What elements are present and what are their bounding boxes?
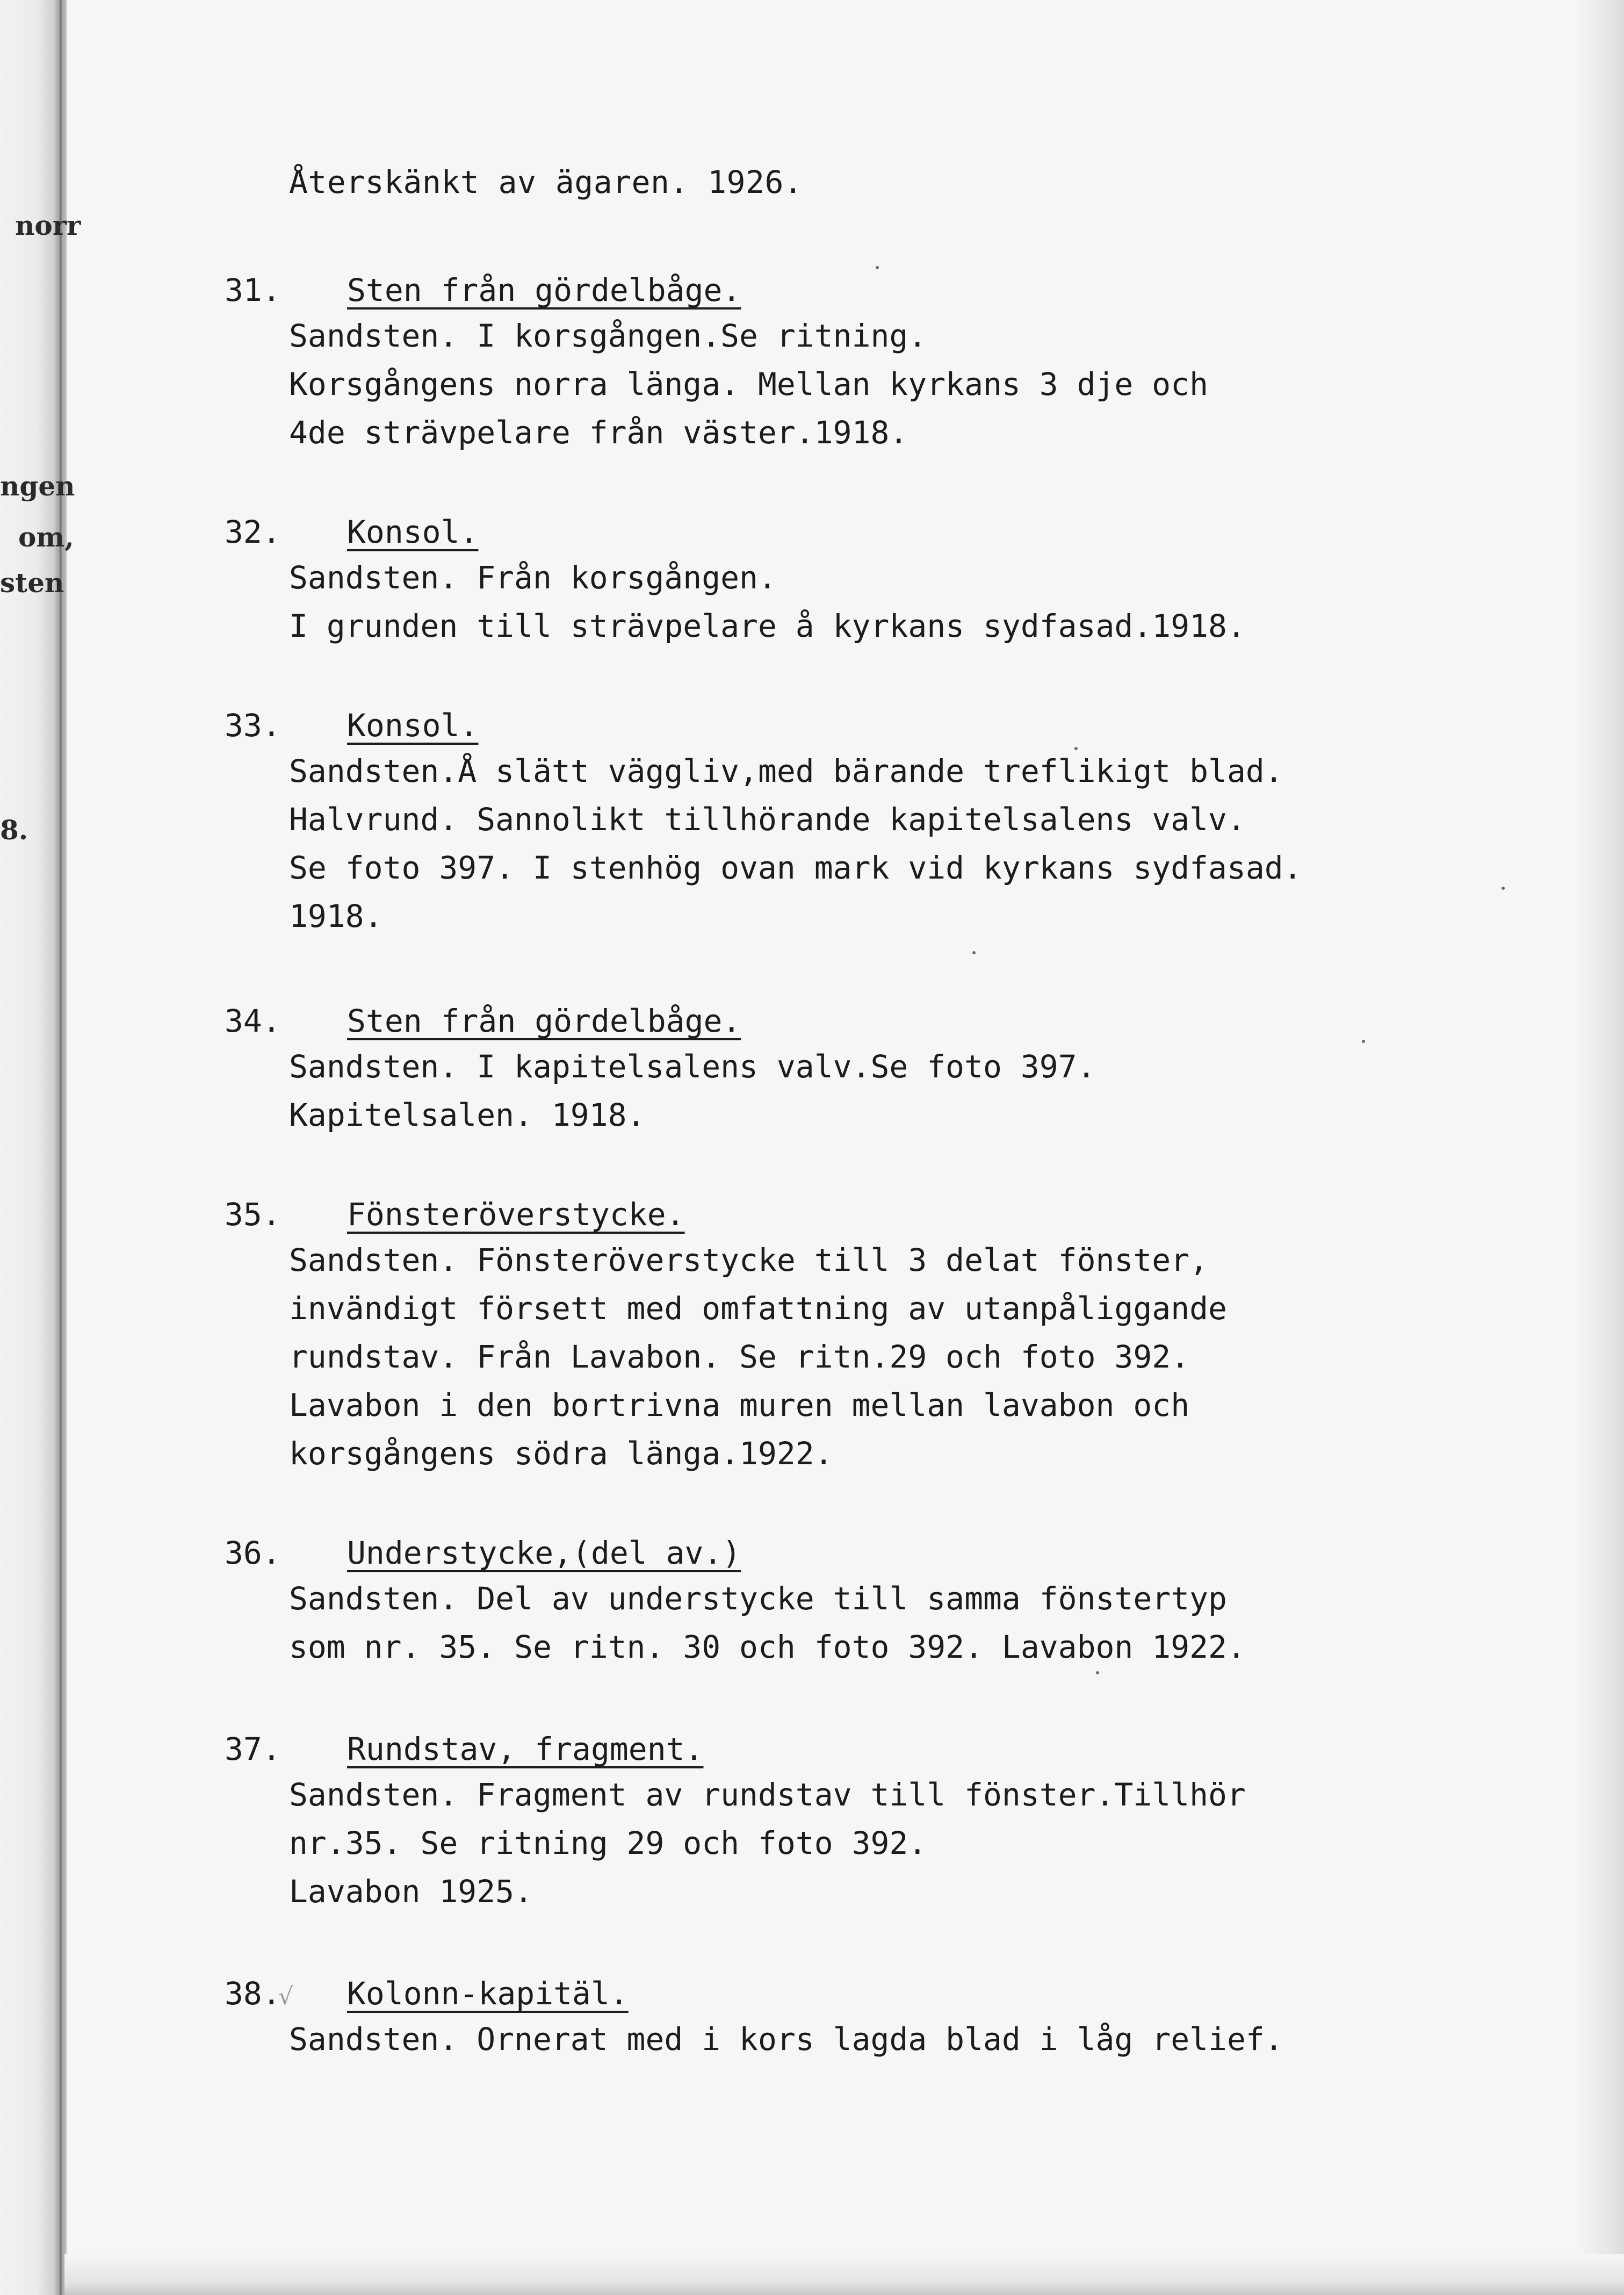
catalog-entry: [225, 999, 1514, 1139]
entry-line: Sandsten. Fönsteröverstycke till 3 delat fönster,: [289, 1242, 1209, 1278]
scan-speck: [1502, 887, 1505, 890]
entry-line: Lavabon 1925.: [289, 1873, 533, 1910]
entry-line: 4de strävpelare från väster.1918.: [289, 414, 908, 451]
entry-title: Rundstav, fragment.: [347, 1731, 704, 1767]
entry-heading: [225, 704, 1514, 747]
entry-title: Konsol.: [347, 707, 479, 744]
entry-line: rundstav. Från Lavabon. Se ritn.29 och foto 392.: [289, 1339, 1190, 1375]
margin-fragment: sten: [0, 567, 64, 599]
page-right-edge: [1574, 0, 1624, 2295]
scan-speck: [1096, 1671, 1099, 1674]
intro-line: Återskänkt av ägaren. 1926.: [289, 164, 803, 200]
entry-title: Understycke,(del av.): [347, 1535, 741, 1571]
scan-speck: [972, 951, 976, 954]
entry-title: Kolonn-kapitäl.: [347, 1975, 629, 2012]
entry-heading: [225, 1972, 1514, 2015]
check-mark-icon: √: [278, 1983, 294, 2010]
entry-number: 32.: [225, 514, 281, 550]
scan-speck: [876, 266, 879, 269]
catalog-entry: [225, 1193, 1514, 1478]
entry-line: Sandsten. I kapitelsalens valv.Se foto 397.: [289, 1048, 1096, 1085]
entry-number: 37.: [225, 1731, 281, 1767]
catalog-entry: [225, 704, 1514, 940]
entry-heading: [225, 510, 1514, 553]
entry-number: 34.: [225, 1003, 281, 1039]
catalog-entry: [225, 1728, 1514, 1916]
entry-heading: [225, 1728, 1514, 1771]
entry-line: I grunden till strävpelare å kyrkans sydfasad.1918.: [289, 608, 1246, 644]
catalog-entry: [225, 269, 1514, 457]
entry-number: 33.: [225, 707, 281, 744]
entry-title: Fönsteröverstycke.: [347, 1196, 685, 1233]
entry-line: Lavabon i den bortrivna muren mellan lavabon och: [289, 1387, 1190, 1423]
entry-line: som nr. 35. Se ritn. 30 och foto 392. Lavabon 1922.: [289, 1629, 1246, 1665]
entry-line: 1918.: [289, 898, 383, 934]
scan-speck: [1074, 747, 1078, 750]
entry-number: 31.: [225, 272, 281, 308]
entry-line: korsgångens södra länga.1922.: [289, 1435, 833, 1472]
entry-line: Kapitelsalen. 1918.: [289, 1097, 646, 1133]
entry-title: Konsol.: [347, 514, 479, 550]
margin-fragment: norr: [15, 210, 81, 241]
entry-title: Sten från gördelbåge.: [347, 272, 741, 308]
entry-line: Sandsten. I korsgången.Se ritning.: [289, 318, 927, 354]
entry-line: Sandsten. Ornerat med i kors lagda blad i låg relief.: [289, 2021, 1283, 2057]
margin-fragment: om,: [18, 521, 74, 553]
page-bottom-edge: [64, 2254, 1624, 2295]
margin-fragment: 8.: [0, 814, 28, 846]
scan-speck: [1362, 1040, 1365, 1043]
entry-line: invändigt försett med omfattning av utanpåliggande: [289, 1290, 1227, 1327]
entry-heading: [225, 1531, 1514, 1574]
catalog-entry: [225, 1972, 1514, 2063]
entry-line: Sandsten. Från korsgången.: [289, 559, 777, 596]
entry-line: Sandsten. Del av understycke till samma fönstertyp: [289, 1580, 1227, 1617]
entry-line: nr.35. Se ritning 29 och foto 392.: [289, 1825, 927, 1861]
margin-fragment: ngen: [0, 470, 75, 502]
entry-title: Sten från gördelbåge.: [347, 1003, 741, 1039]
binding-shadow: [58, 0, 63, 2295]
catalog-entry: [225, 1531, 1514, 1671]
entry-number: 38.: [225, 1975, 281, 2012]
entry-heading: [225, 1193, 1514, 1236]
entry-line: Halvrund. Sannolikt tillhörande kapitelsalens valv.: [289, 801, 1246, 838]
entry-number: 36.: [225, 1535, 281, 1571]
entry-number: 35.: [225, 1196, 281, 1233]
entry-line: Sandsten. Fragment av rundstav till fönster.Tillhör: [289, 1776, 1246, 1813]
entry-heading: [225, 999, 1514, 1042]
page-binding: [0, 0, 67, 2295]
entry-line: Sandsten.Å slätt väggliv,med bärande treflikigt blad.: [289, 753, 1283, 789]
entry-line: Se foto 397. I stenhög ovan mark vid kyrkans sydfasad.: [289, 850, 1302, 886]
catalog-entry: [225, 510, 1514, 650]
entry-line: Korsgångens norra länga. Mellan kyrkans 3 dje och: [289, 366, 1209, 402]
entry-heading: [225, 269, 1514, 312]
